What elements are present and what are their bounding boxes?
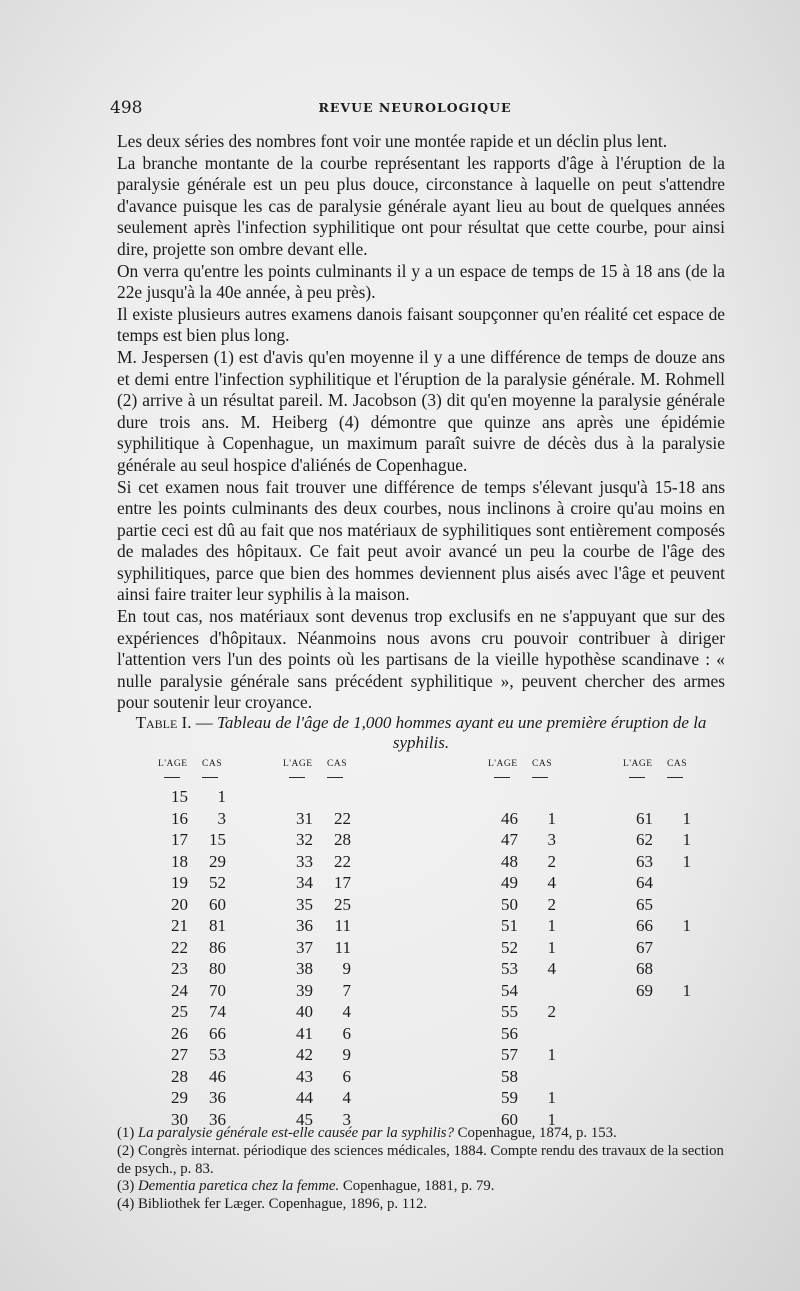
cas-cell: 60 [209, 894, 226, 914]
table-row [285, 1088, 415, 1110]
paragraph: On verra qu'entre les points culminants il y a un espace de temps de 15 à 18 ans (de la 22e jusqu'à la 40e année, à peu près). [117, 260, 725, 303]
table-row [160, 1067, 290, 1089]
paragraph: M. Jespersen (1) est d'avis qu'en moyenne il y a une différence de temps de douze ans et demi entre l'infection syphilitique et l'éruption de la paralysie générale. M. Rohmell (2) arrive à un résultat pareil. M. Jacobson (3) dit qu'en moyenne la paralysie générale dure trois ans. M. Heiberg (4) démontre que quinze ans après une épidémie syphilitique à Copenhague, un maximum paraît suivre de décès dus à la paralysie générale au seul hospice d'aliénés de Copenhague. [117, 346, 725, 475]
age-cell: 18 [171, 851, 188, 871]
cas-cell: 22 [334, 808, 351, 828]
age-cell: 28 [171, 1066, 188, 1086]
footnote-text: Bibliothek fer Læger. Copenhague, 1896, p. 112. [137, 1196, 428, 1213]
footnote-text: Copenhague, 1881, p. 79. [339, 1178, 495, 1195]
age-cell: 23 [171, 959, 188, 978]
table-row [490, 873, 620, 895]
cas-cell: 36 [209, 1088, 226, 1107]
cas-cell: 52 [209, 873, 226, 892]
table-row [160, 959, 290, 981]
table-row [625, 873, 755, 895]
cas-cell: 29 [209, 851, 226, 871]
footnote-number: (4) [117, 1196, 138, 1213]
table-row [625, 959, 755, 981]
footnote-text: Congrès internat. périodique des sciences médicales, 1884. Compte rendu des travaux de la section de psych., p. 83. [117, 1142, 724, 1177]
age-cell: 41 [296, 1023, 313, 1043]
table-row [490, 830, 620, 852]
table-row [160, 1088, 290, 1110]
table-row [160, 1002, 290, 1024]
cas-cell: 25 [334, 894, 351, 914]
age-cell: 24 [171, 980, 188, 1000]
footnote-title: Dementia paretica chez la femme. [137, 1178, 340, 1195]
table-column-group [490, 759, 620, 1131]
table-column-group [625, 759, 755, 1002]
cas-cell: 1 [682, 980, 691, 1000]
table-row [160, 916, 290, 938]
age-cell: 26 [171, 1023, 188, 1043]
age-cell: 27 [171, 1045, 188, 1064]
footnotes [117, 1125, 732, 1214]
table-row [490, 1067, 620, 1089]
table-row [285, 981, 415, 1003]
cas-cell: 4 [342, 1002, 351, 1021]
paragraph: La branche montante de la courbe représentant les rapports d'âge à l'éruption de la paralysie générale est un peu plus douce, circonstance à laquelle on peut s'attendre d'avance puisque les cas de paralysie générale ayant lieu au bout de quelques années seulement après l'infection syphilitique ont pour résultat que cette courbe, pour ainsi dire, projette son ombre devant elle. [117, 152, 725, 259]
header-rule [629, 777, 645, 778]
table-row [625, 830, 755, 852]
table-row [490, 1088, 620, 1110]
age-cell: 56 [501, 1023, 518, 1043]
cas-cell: 7 [342, 980, 351, 1000]
age-cell: 54 [501, 980, 518, 1000]
table-row [490, 1024, 620, 1046]
cas-cell: 46 [209, 1066, 226, 1086]
page-header [110, 98, 720, 120]
table-row [490, 1045, 620, 1067]
age-cell: 59 [501, 1088, 518, 1107]
age-cell: 49 [501, 873, 518, 892]
paragraph: En tout cas, nos matériaux sont devenus trop exclusifs en ne s'appuyant que sur des expériences d'hôpitaux. Néanmoins nous avons cru pouvoir contribuer à diriger l'attention vers l'un des points où les partisans de la vieille hypothèse scandinave : « nulle paralysie générale sans précédent syphilitique », peuvent chercher des armes pour soutenir leur croyance. [117, 606, 725, 713]
table-row [625, 916, 755, 938]
age-cell: 43 [296, 1066, 313, 1086]
header-age: L'AGE [623, 759, 653, 769]
cas-cell: 1 [547, 1045, 556, 1064]
footnote [117, 1143, 732, 1179]
table-row [160, 787, 290, 809]
age-cell: 20 [171, 894, 188, 914]
table-column-group [160, 759, 290, 1131]
age-cell: 57 [501, 1045, 518, 1064]
table-row [160, 873, 290, 895]
footnote [117, 1196, 732, 1214]
table-row [625, 895, 755, 917]
table-row [285, 916, 415, 938]
age-cell: 40 [296, 1002, 313, 1021]
table-row [160, 809, 290, 831]
cas-cell: 1 [682, 830, 691, 849]
table-row [490, 916, 620, 938]
age-cell: 46 [501, 808, 518, 828]
table-rows [160, 787, 290, 1131]
age-cell: 16 [171, 808, 188, 828]
paragraph: Si cet examen nous fait trouver une différence de temps s'élevant jusqu'à 15-18 ans entre les points culminants des deux courbes, nous inclinons à croire qu'au moins en partie ceci est dû au fait que nos matériaux de syphilitiques sont entièrement composés de malades des hôpitaux. Ce fait peut avoir avancé un peu la courbe de l'âge des syphilitiques, parce que bien des hommes deviennent plus aisés avec l'âge et peuvent ainsi faire traiter leur syphilis à la maison. [117, 476, 725, 605]
header-rules [285, 773, 415, 787]
paragraph: Les deux séries des nombres font voir une montée rapide et un déclin plus lent. [117, 131, 668, 151]
age-cell: 66 [636, 916, 653, 935]
table-row [490, 895, 620, 917]
age-cell: 68 [636, 959, 653, 978]
table-column-group [285, 759, 415, 1131]
cas-cell: 1 [682, 916, 691, 935]
age-cell: 15 [171, 787, 188, 806]
cas-cell: 1 [547, 916, 556, 935]
age-cell: 69 [636, 980, 653, 1000]
table-row [285, 938, 415, 960]
age-cell: 55 [501, 1002, 518, 1021]
age-cell: 61 [636, 808, 653, 828]
age-cell: 42 [296, 1045, 313, 1064]
age-cell: 36 [296, 916, 313, 935]
table-row [625, 809, 755, 831]
cas-cell: 80 [209, 959, 226, 978]
cas-cell: 74 [209, 1002, 226, 1021]
table-row [490, 852, 620, 874]
caption-text: Tableau de l'âge de 1,000 hommes ayant eu une première éruption de la syphilis. [216, 713, 707, 752]
age-cell: 64 [636, 873, 653, 892]
age-cell: 51 [501, 916, 518, 935]
footnote [117, 1178, 732, 1196]
age-cell: 32 [296, 830, 313, 849]
table-row [285, 809, 415, 831]
table-rows [490, 809, 620, 1132]
table-row [490, 1002, 620, 1024]
age-cell: 30 [171, 1109, 188, 1129]
footnote-text: Copenhague, 1874, p. 153. [453, 1125, 617, 1141]
cas-cell: 9 [342, 1045, 351, 1064]
cas-cell: 2 [547, 851, 556, 871]
cas-cell: 28 [334, 830, 351, 849]
table-row [625, 938, 755, 960]
header-cas: CAS [532, 759, 552, 769]
age-cell: 34 [296, 873, 313, 892]
header-rule [327, 777, 343, 778]
header-rule [532, 777, 548, 778]
cas-cell: 1 [547, 1109, 556, 1129]
footnote-number: (1) [117, 1125, 138, 1141]
header-rule [164, 777, 180, 778]
cas-cell: 9 [342, 959, 351, 978]
header-rule [289, 777, 305, 778]
cas-cell: 3 [547, 830, 556, 849]
footnote-title: La paralysie générale est-elle causée par la syphilis? [137, 1125, 454, 1141]
table-row [160, 1045, 290, 1067]
column-headers [490, 759, 620, 773]
cas-cell: 6 [342, 1023, 351, 1043]
cas-cell: 2 [547, 1002, 556, 1021]
age-cell: 21 [171, 916, 188, 935]
cas-cell: 81 [209, 916, 226, 935]
age-cell: 31 [296, 808, 313, 828]
header-rule [494, 777, 510, 778]
table-row [285, 1045, 415, 1067]
cas-cell: 1 [682, 808, 691, 828]
table-row [160, 895, 290, 917]
table-row [160, 830, 290, 852]
table-row [625, 852, 755, 874]
header-rule [202, 777, 218, 778]
column-headers [625, 759, 755, 773]
age-cell: 17 [171, 830, 188, 849]
age-cell: 19 [171, 873, 188, 892]
age-cell: 52 [501, 937, 518, 957]
cas-cell: 70 [209, 980, 226, 1000]
footnote-number: (2) [117, 1142, 138, 1159]
cas-cell: 86 [209, 937, 226, 957]
table-row [285, 852, 415, 874]
age-cell: 50 [501, 894, 518, 914]
table-row [285, 1024, 415, 1046]
table-rows [285, 809, 415, 1132]
cas-cell: 2 [547, 894, 556, 914]
table-row [285, 1067, 415, 1089]
header-rule [667, 777, 683, 778]
age-cell: 44 [296, 1088, 313, 1107]
table-row [160, 1024, 290, 1046]
cas-cell: 22 [334, 851, 351, 871]
cas-cell: 3 [217, 808, 226, 828]
paragraph: Il existe plusieurs autres examens danois faisant soupçonner qu'en réalité cet espace de temps est bien plus long. [117, 303, 725, 346]
column-headers [285, 759, 415, 773]
cas-cell: 53 [209, 1045, 226, 1064]
table-row [490, 809, 620, 831]
table-row [490, 938, 620, 960]
body-text [117, 131, 725, 714]
age-cell: 22 [171, 937, 188, 957]
cas-cell: 3 [342, 1109, 351, 1129]
cas-cell: 4 [342, 1088, 351, 1107]
table-row [285, 873, 415, 895]
age-cell: 53 [501, 959, 518, 978]
page-number: 498 [110, 98, 143, 118]
header-rules [625, 773, 755, 787]
running-title: REVUE NEUROLOGIQUE [318, 100, 512, 115]
age-cell: 62 [636, 830, 653, 849]
header-rules [490, 773, 620, 787]
age-cell: 47 [501, 830, 518, 849]
age-cell: 25 [171, 1002, 188, 1021]
header-cas: CAS [327, 759, 347, 769]
age-cell: 29 [171, 1088, 188, 1107]
table-row [490, 981, 620, 1003]
header-cas: CAS [667, 759, 687, 769]
cas-cell: 66 [209, 1023, 226, 1043]
header-age: L'AGE [488, 759, 518, 769]
table-row [160, 938, 290, 960]
table-row [285, 830, 415, 852]
cas-cell: 1 [547, 937, 556, 957]
header-age: L'AGE [158, 759, 188, 769]
cas-cell: 15 [209, 830, 226, 849]
age-cell: 63 [636, 851, 653, 871]
table-row [490, 959, 620, 981]
cas-cell: 1 [682, 851, 691, 871]
cas-cell: 1 [547, 808, 556, 828]
header-age: L'AGE [283, 759, 313, 769]
age-cell: 39 [296, 980, 313, 1000]
age-table [0, 759, 800, 1129]
table-row [285, 959, 415, 981]
cas-cell: 1 [547, 1088, 556, 1107]
table-row [285, 895, 415, 917]
age-cell: 37 [296, 937, 313, 957]
cas-cell: 1 [217, 787, 226, 806]
age-cell: 60 [501, 1109, 518, 1129]
header-cas: CAS [202, 759, 222, 769]
table-caption [117, 713, 725, 753]
cas-cell: 11 [334, 916, 351, 935]
table-row [160, 981, 290, 1003]
table-label: Table I. [135, 713, 192, 732]
age-cell: 58 [501, 1066, 518, 1086]
age-cell: 67 [636, 937, 653, 957]
cas-cell: 4 [547, 959, 556, 978]
footnote-number: (3) [117, 1178, 138, 1195]
table-row [160, 852, 290, 874]
age-cell: 65 [636, 894, 653, 914]
caption-dash: — [195, 713, 213, 732]
cas-cell: 6 [342, 1066, 351, 1086]
cas-cell: 36 [209, 1109, 226, 1129]
cas-cell: 11 [334, 937, 351, 957]
table-rows [625, 809, 755, 1003]
cas-cell: 17 [334, 873, 351, 892]
footnote [117, 1125, 732, 1143]
age-cell: 33 [296, 851, 313, 871]
age-cell: 48 [501, 851, 518, 871]
table-row [625, 981, 755, 1003]
table-row [285, 1002, 415, 1024]
age-cell: 38 [296, 959, 313, 978]
cas-cell: 4 [547, 873, 556, 892]
age-cell: 35 [296, 894, 313, 914]
column-headers [160, 759, 290, 773]
header-rules [160, 773, 290, 787]
age-cell: 45 [296, 1109, 313, 1129]
